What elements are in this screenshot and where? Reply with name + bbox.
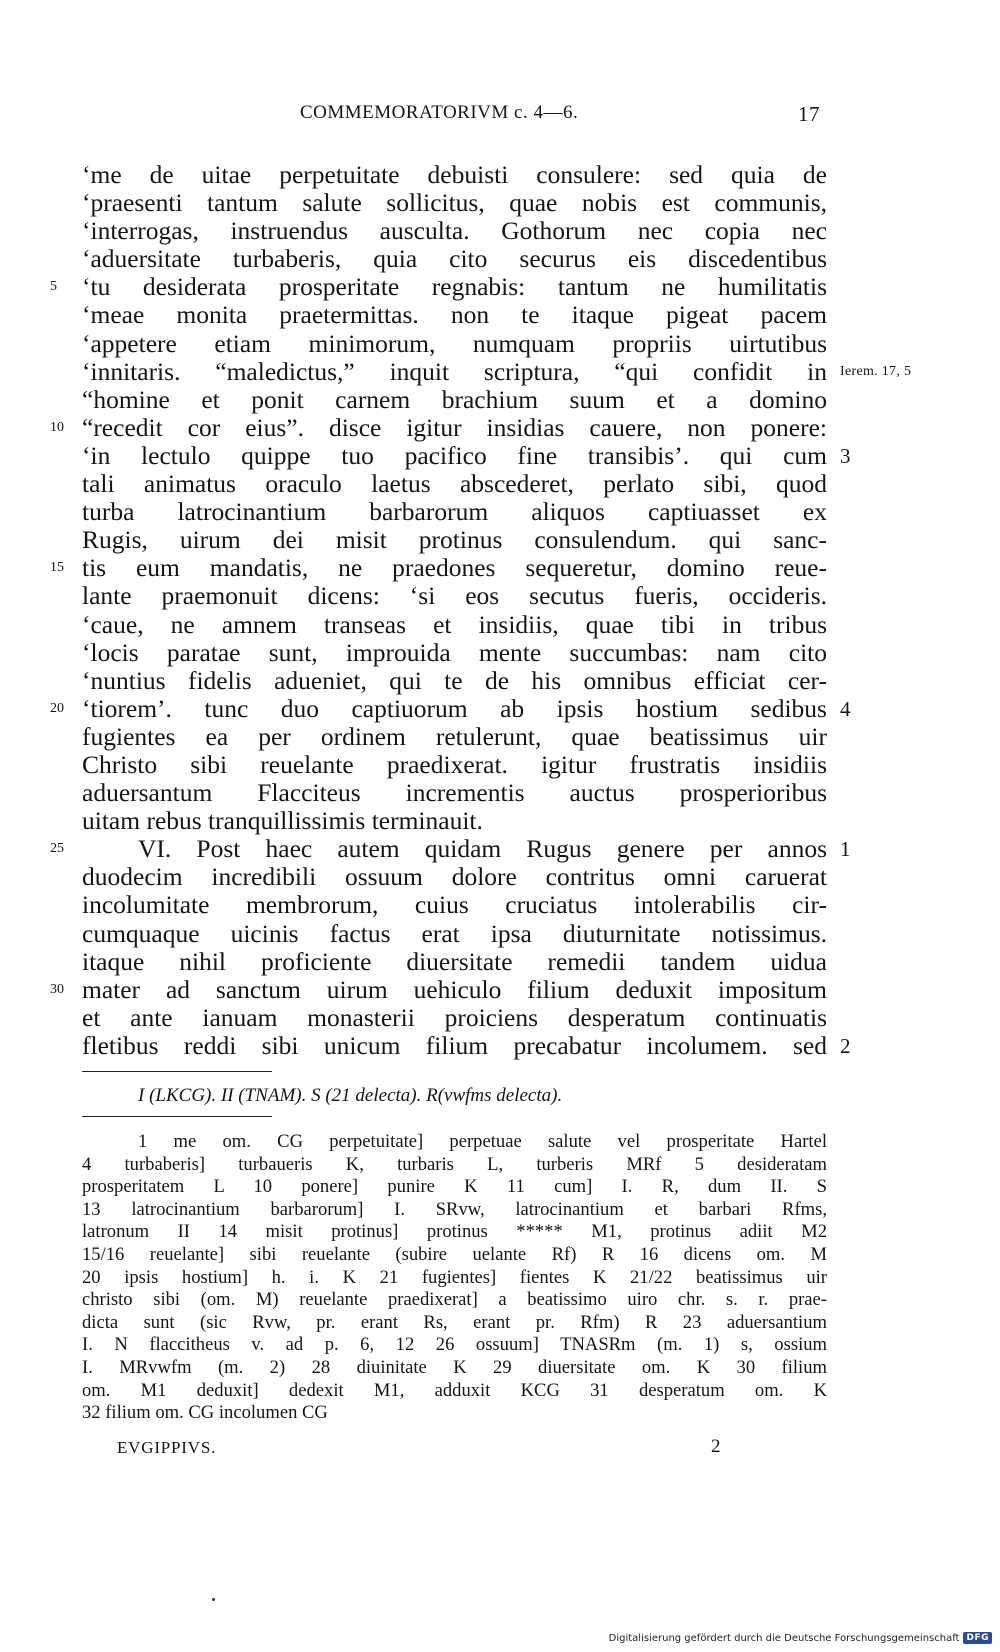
line-number: 5 (50, 279, 57, 295)
apparatus-text: dicta sunt (sic Rvw, pr. erant Rs, erant pr. Rfm) R 23 aduersantium (82, 1311, 827, 1333)
line-text: ‘in lectulo quippe tuo pacifico fine transibis’. qui cum (82, 440, 827, 470)
signature-mark: EVGIPPIVS. (117, 1438, 217, 1457)
text-line (0, 273, 1000, 301)
text-line (0, 779, 1000, 807)
line-text: cumquaque uicinis factus erat ipsa diuturnitate notissimus. (82, 918, 827, 948)
line-text: “homine et ponit carnem brachium suum et a domino (82, 384, 827, 414)
apparatus-text: I. MRvwfm (m. 2) 28 diuinitate K 29 diuersitate om. K 30 filium (82, 1356, 827, 1378)
text-line (0, 330, 1000, 358)
margin-note: 2 (840, 1033, 851, 1058)
apparatus-line (0, 1199, 1000, 1222)
text-line (0, 161, 1000, 189)
apparatus-text: 4 turbaberis] turbaueris K, turbaris L, turberis MRf 5 desideratam (82, 1153, 827, 1175)
apparatus-line (0, 1244, 1000, 1267)
line-text: uitam rebus tranquillissimis terminauit. (82, 806, 483, 836)
text-line (0, 1032, 1000, 1060)
apparatus-text: 13 latrocinantium barbarorum] I. SRvw, latrocinantium et barbari Rfms, (82, 1198, 827, 1220)
text-line (0, 863, 1000, 891)
divider-rule (82, 1071, 272, 1072)
line-text: turba latrocinantium barbarorum aliquos captiuasset ex (82, 497, 827, 527)
running-header (300, 102, 820, 132)
margin-note: 3 (840, 443, 851, 468)
apparatus-text: om. M1 deduxit] dedexit M1, adduxit KCG 31 desperatum om. K (82, 1379, 827, 1401)
line-text: Christo sibi reuelante praedixerat. igitur frustratis insidiis (82, 749, 827, 779)
line-text: fletibus reddi sibi unicum filium precabatur incolumem. sed (82, 1030, 827, 1060)
line-text: ‘tiorem’. tunc duo captiuorum ab ipsis hostium sedibus (82, 693, 827, 723)
running-title: COMMEMORATORIVM c. 4—6. (300, 102, 579, 123)
apparatus-text: prosperitatem L 10 ponere] punire K 11 cum] I. R, dum II. S (82, 1176, 827, 1198)
text-line (0, 807, 1000, 835)
page-number: 17 (798, 102, 820, 126)
text-line (0, 948, 1000, 976)
line-text: ‘aduersitate turbaberis, quia cito securus eis discedentibus (82, 244, 827, 274)
dfg-logo-icon: DFG (963, 1632, 992, 1644)
line-text: ‘praesenti tantum salute sollicitus, quae nobis est communis, (82, 188, 827, 218)
apparatus-text: 20 ipsis hostium] h. i. K 21 fugientes] fientes K 21/22 beatissimus uir (82, 1266, 827, 1288)
apparatus-text: 32 filium om. CG incolumen CG (82, 1402, 328, 1424)
text-line (0, 386, 1000, 414)
apparatus-text: latronum II 14 misit protinus] protinus ***** M1, protinus adiit M2 (82, 1221, 827, 1243)
text-line (0, 891, 1000, 919)
apparatus-line (0, 1176, 1000, 1199)
credit-text: Digitalisierung gefördert durch die Deutsche Forschungsgemeinschaft (608, 1632, 960, 1644)
apparatus-rule (82, 1116, 272, 1117)
text-line (0, 976, 1000, 1004)
text-line (0, 667, 1000, 695)
text-line (0, 751, 1000, 779)
line-text: lante praemonuit dicens: ‘si eos secutus fueris, occideris. (82, 581, 827, 611)
text-line (0, 245, 1000, 273)
apparatus-line (0, 1312, 1000, 1335)
apparatus-text: 1 me om. CG perpetuitate] perpetuae salute vel prosperitate Hartel (138, 1131, 827, 1152)
line-number: 25 (50, 841, 64, 857)
apparatus-line (0, 1267, 1000, 1290)
line-text: ‘tu desiderata prosperitate regnabis: tantum ne humilitatis (82, 272, 827, 302)
apparatus-text: 15/16 reuelante] sibi reuelante (subire uelante Rf) R 16 dicens om. M (82, 1243, 827, 1265)
apparatus-line (0, 1402, 1000, 1425)
line-text: tali animatus oraculo laetus abscederet, perlato sibi, quod (82, 469, 827, 499)
line-text: itaque nihil proficiente diuersitate remedii tandem uidua (82, 946, 827, 976)
text-line (0, 582, 1000, 610)
text-line (0, 920, 1000, 948)
text-line (0, 189, 1000, 217)
line-text: VI. Post haec autem quidam Rugus genere per annos (138, 834, 827, 864)
line-text: mater ad sanctum uirum uehiculo filium deduxit impositum (82, 974, 827, 1004)
sheet-number: 2 (711, 1436, 721, 1457)
apparatus-text: I. N flaccitheus v. ad p. 6, 12 26 ossuum] TNASRm (m. 1) s, ossium (82, 1334, 827, 1356)
text-line (0, 835, 1000, 863)
text-line (0, 554, 1000, 582)
text-line (0, 611, 1000, 639)
apparatus-line (0, 1334, 1000, 1357)
margin-note: Ierem. 17, 5 (840, 363, 912, 379)
apparatus-line (0, 1357, 1000, 1380)
line-text: et ante ianuam monasterii proiciens desperatum continuatis (82, 1002, 827, 1032)
digitization-credit (609, 1630, 992, 1646)
text-line (0, 358, 1000, 386)
paper-speck (212, 1598, 215, 1601)
text-line (0, 526, 1000, 554)
text-line (0, 639, 1000, 667)
critical-apparatus (0, 1131, 1000, 1425)
line-number: 10 (50, 419, 64, 435)
line-text: duodecim incredibili ossuum dolore contritus omni caruerat (82, 862, 827, 892)
text-line (0, 301, 1000, 329)
apparatus-line (0, 1131, 1000, 1154)
apparatus-line (0, 1154, 1000, 1177)
line-text: incolumitate membrorum, cuius cruciatus intolerabilis cir- (82, 890, 827, 920)
line-text: ‘appetere etiam minimorum, numquam propriis uirtutibus (82, 328, 827, 358)
line-text: ‘nuntius fidelis adueniet, qui te de his omnibus efficiat cer- (82, 665, 827, 695)
text-line (0, 442, 1000, 470)
line-text: tis eum mandatis, ne praedones sequeretur, domino reue- (82, 553, 827, 583)
apparatus-line (0, 1289, 1000, 1312)
margin-note: 1 (840, 837, 851, 862)
line-text: ‘me de uitae perpetuitate debuisti consulere: sed quia de (82, 160, 827, 189)
main-text (0, 161, 1000, 1060)
line-text: aduersantum Flacciteus incrementis auctus prosperioribus (82, 778, 827, 808)
apparatus-text: christo sibi (om. M) reuelante praedixerat] a beatissimo uiro chr. s. r. prae- (82, 1289, 827, 1311)
text-line (0, 723, 1000, 751)
text-line (0, 1004, 1000, 1032)
line-number: 20 (50, 700, 64, 716)
line-text: ‘meae monita praetermittas. non te itaque pigeat pacem (82, 300, 827, 330)
line-text: ‘interrogas, instruendus ausculta. Gothorum nec copia nec (82, 216, 827, 246)
line-text: Rugis, uirum dei misit protinus consulendum. qui sanc- (82, 525, 827, 555)
line-number: 15 (50, 560, 64, 576)
line-text: ‘innitaris. “maledictus,” inquit scriptura, “qui confidit in (82, 356, 827, 386)
text-line (0, 498, 1000, 526)
line-text: fugientes ea per ordinem retulerunt, quae beatissimus uir (82, 721, 827, 751)
text-line (0, 414, 1000, 442)
apparatus-line (0, 1221, 1000, 1244)
apparatus-line (0, 1380, 1000, 1403)
line-text: ‘locis paratae sunt, improuida mente succumbas: nam cito (82, 637, 827, 667)
text-line (0, 470, 1000, 498)
line-text: ‘caue, ne amnem transeas et insidiis, quae tibi in tribus (82, 609, 827, 639)
line-text: “recedit cor eius”. disce igitur insidias cauere, non ponere: (82, 412, 827, 442)
text-line (0, 217, 1000, 245)
text-line (0, 695, 1000, 723)
sigla-line: I (LKCG). II (TNAM). S (21 delecta). R(vwfms delecta). (138, 1085, 563, 1106)
margin-note: 4 (840, 696, 851, 721)
line-number: 30 (50, 981, 64, 997)
